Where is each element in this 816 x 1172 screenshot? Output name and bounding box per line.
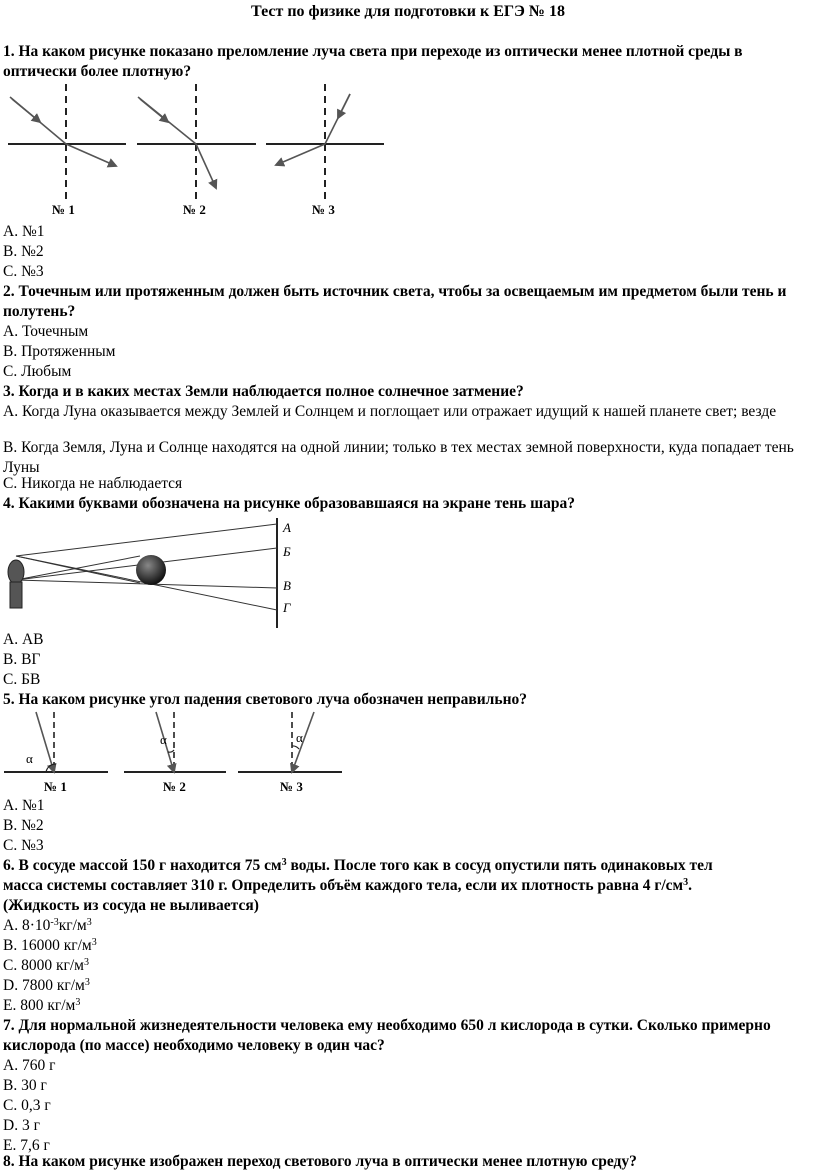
question-6-line-2: масса системы составляет 310 г. Определить объём каждого тела, если их плотность равна 4 $г/см^3$. [3, 877, 692, 894]
question-3-option-a: А. Когда Луна оказывается между Землей и Солнцем и поглощает или отражает идущий к нашей планете свет; везде [3, 403, 777, 420]
question-6-line-1: 6. В сосуде массой 150 г находится 75 $см^3$ воды. После того как в сосуд опустили пять одинаковых тел [3, 857, 713, 874]
refraction-figure-1 [8, 84, 126, 217]
question-6-line-3: (Жидкость из сосуда не выливается) [3, 897, 259, 914]
document-title: Тест по физике для подготовки к ЕГЭ № 18 [251, 3, 565, 20]
question-7-option-c: С. 0,3 г [3, 1097, 51, 1114]
refraction-figure-3 [266, 84, 384, 217]
figure-2-label: № 2 [183, 202, 206, 217]
question-2-text: 2. Точечным или протяженным должен быть источник света, чтобы за освещаемым им предметом были тень и полутень? [3, 283, 787, 320]
question-8-text: 8. На каком рисунке изображен переход светового луча в оптически менее плотную среду? [3, 1153, 637, 1170]
screen-letter-g: Г [283, 600, 291, 615]
shadow-figure [0, 514, 320, 632]
question-2-option-b: В. Протяженным [3, 343, 116, 360]
screen-letter-a: А [283, 520, 291, 535]
refraction-figure-2 [137, 84, 256, 217]
light-source-icon [8, 560, 24, 608]
angle-figure-1-label: № 1 [44, 779, 67, 794]
angle-figure-3 [238, 712, 342, 794]
question-4-option-c: С. БВ [3, 671, 41, 688]
question-1-text: 1. На каком рисунке показано преломление луча света при переходе из оптически менее плотной среды в оптически более плотную? [3, 43, 743, 80]
question-7-option-d: D. 3 г [3, 1117, 40, 1134]
question-7-option-a: А. 760 г [3, 1057, 56, 1074]
question-3-text: 3. Когда и в каких местах Земли наблюдается полное солнечное затмение? [3, 383, 524, 400]
question-6-option-d: D. 7800 $кг/м^3$ [3, 977, 90, 994]
ball-icon [136, 555, 166, 585]
question-2-option-c: С. Любым [3, 363, 72, 380]
question-5-text: 5. На каком рисунке угол падения светового луча обозначен неправильно? [3, 691, 527, 708]
question-5-option-a: А. №1 [3, 797, 45, 814]
angle-figure-3-label: № 3 [280, 779, 303, 794]
figure-1-label: № 1 [52, 202, 75, 217]
screen-letter-b: Б [283, 544, 291, 559]
question-5-option-b: В. №2 [3, 817, 44, 834]
angle-2-symbol: α [160, 732, 167, 747]
angle-figure-2 [124, 712, 226, 794]
question-2-option-a: А. Точечным [3, 323, 89, 340]
question-3-option-b: В. Когда Земля, Луна и Солнце находятся на одной линии; только в тех местах земной поверхности, куда попадает тень Луны [3, 439, 794, 476]
angle-figure-1 [4, 712, 108, 794]
question-6-option-e: Е. 800 $кг/м^3$ [3, 997, 81, 1014]
angle-3-symbol: α [296, 730, 303, 745]
question-3-option-c: С. Никогда не наблюдается [3, 475, 183, 492]
figure-3-label: № 3 [312, 202, 335, 217]
angle-figure-2-label: № 2 [163, 779, 186, 794]
question-1-option-b: В. №2 [3, 243, 44, 260]
question-1-option-c: С. №3 [3, 263, 44, 280]
question-4-text: 4. Какими буквами обозначена на рисунке образовавшаяся на экране тень шара? [3, 495, 576, 512]
question-6-option-c: С. 8000 $кг/м^3$ [3, 957, 89, 974]
question-4-option-a: А. АВ [3, 631, 44, 648]
angle-1-symbol: α [26, 751, 33, 766]
question-7-option-e: Е. 7,6 г [3, 1137, 50, 1154]
screen-letter-v: В [283, 578, 291, 593]
question-7-option-b: В. 30 г [3, 1077, 47, 1094]
question-1-option-a: А. №1 [3, 223, 45, 240]
question-7-text: 7. Для нормальной жизнедеятельности человека ему необходимо 650 л кислорода в сутки. Сколько примерно кислорода (по массе) необходимо человеку в один час? [3, 1017, 771, 1054]
question-5-figure [0, 708, 360, 800]
question-4-option-b: В. ВГ [3, 651, 41, 668]
question-5-option-c: С. №3 [3, 837, 44, 854]
question-6-option-b: В. 16000 $кг/м^3$ [3, 937, 97, 954]
question-1-figure [0, 82, 400, 222]
question-6-option-a: А. $8\cdot 10^{-3}кг/м^3$ [3, 917, 92, 934]
